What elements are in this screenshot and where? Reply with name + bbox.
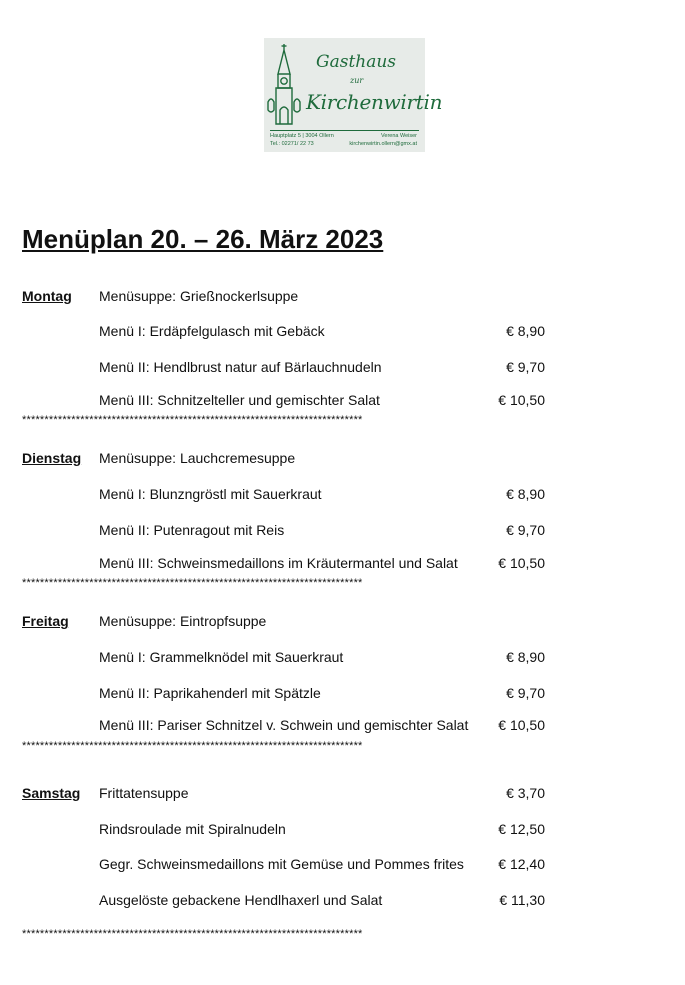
- menu-price: € 12,40: [498, 856, 545, 872]
- menu-price: € 10,50: [498, 392, 545, 408]
- menu-item: Menü III: Schnitzelteller und gemischter Salat: [99, 392, 380, 408]
- menu-price: € 3,70: [506, 785, 545, 801]
- menu-item: Menü III: Schweinsmedaillons im Kräutermantel und Salat: [99, 555, 458, 571]
- menu-price: € 12,50: [498, 821, 545, 837]
- menu-price: € 8,90: [506, 323, 545, 339]
- menu-item: Gegr. Schweinsmedaillons mit Gemüse und Pommes frites: [99, 856, 464, 872]
- day-label-montag: Montag: [22, 288, 72, 304]
- menu-item: Menü I: Blunzngröstl mit Sauerkraut: [99, 486, 322, 502]
- logo-name-line2: Kirchenwirtin: [306, 90, 443, 114]
- menu-item: Menü II: Hendlbrust natur auf Bärlauchnudeln: [99, 359, 382, 375]
- page-title: Menüplan 20. – 26. März 2023: [22, 224, 384, 254]
- logo-owner: Verena Weiser: [381, 133, 417, 139]
- menu-item: Menü I: Grammelknödel mit Sauerkraut: [99, 649, 344, 665]
- logo-email: kirchenwirtin.ollern@gmx.at: [349, 141, 417, 147]
- day-label-dienstag: Dienstag: [22, 450, 82, 466]
- menu-item: Menü II: Paprikahenderl mit Spätzle: [99, 685, 321, 701]
- soup-montag: Menüsuppe: Grießnockerlsuppe: [99, 288, 299, 304]
- menu-price: € 8,90: [506, 649, 545, 665]
- day-label-samstag: Samstag: [22, 785, 81, 801]
- menu-price: € 9,70: [506, 685, 545, 701]
- menu-item: Rindsroulade mit Spiralnudeln: [99, 821, 286, 837]
- logo-phone: Tel.: 02271/ 22 73: [270, 141, 314, 147]
- restaurant-logo: [264, 38, 443, 152]
- menu-price: € 9,70: [506, 359, 545, 375]
- menu-price: € 8,90: [506, 486, 545, 502]
- soup-freitag: Menüsuppe: Eintropfsuppe: [99, 613, 267, 629]
- separator-line: ****************************************************************************: [22, 577, 363, 589]
- menu-item: Menü II: Putenragout mit Reis: [99, 522, 285, 538]
- logo-name-line1: Gasthaus: [316, 52, 397, 72]
- menu-item: Menü I: Erdäpfelgulasch mit Gebäck: [99, 323, 325, 339]
- menu-price: € 10,50: [498, 717, 545, 733]
- separator-line: ****************************************************************************: [22, 740, 363, 752]
- soup-dienstag: Menüsuppe: Lauchcremesuppe: [99, 450, 296, 466]
- soup-samstag: Frittatensuppe: [99, 785, 189, 801]
- logo-divider: [270, 130, 419, 131]
- menu-price: € 10,50: [498, 555, 545, 571]
- menu-item: Menü III: Pariser Schnitzel v. Schwein und gemischter Salat: [99, 717, 469, 733]
- menu-item: Ausgelöste gebackene Hendlhaxerl und Salat: [99, 892, 383, 908]
- menu-price: € 11,30: [499, 892, 545, 908]
- menu-price: € 9,70: [506, 522, 545, 538]
- day-label-freitag: Freitag: [22, 613, 69, 629]
- logo-address: Hauptplatz 5 | 3004 Ollern: [270, 133, 334, 139]
- separator-line: ****************************************************************************: [22, 928, 363, 940]
- separator-line: ****************************************************************************: [22, 414, 363, 426]
- logo-name-zur: zur: [350, 76, 364, 85]
